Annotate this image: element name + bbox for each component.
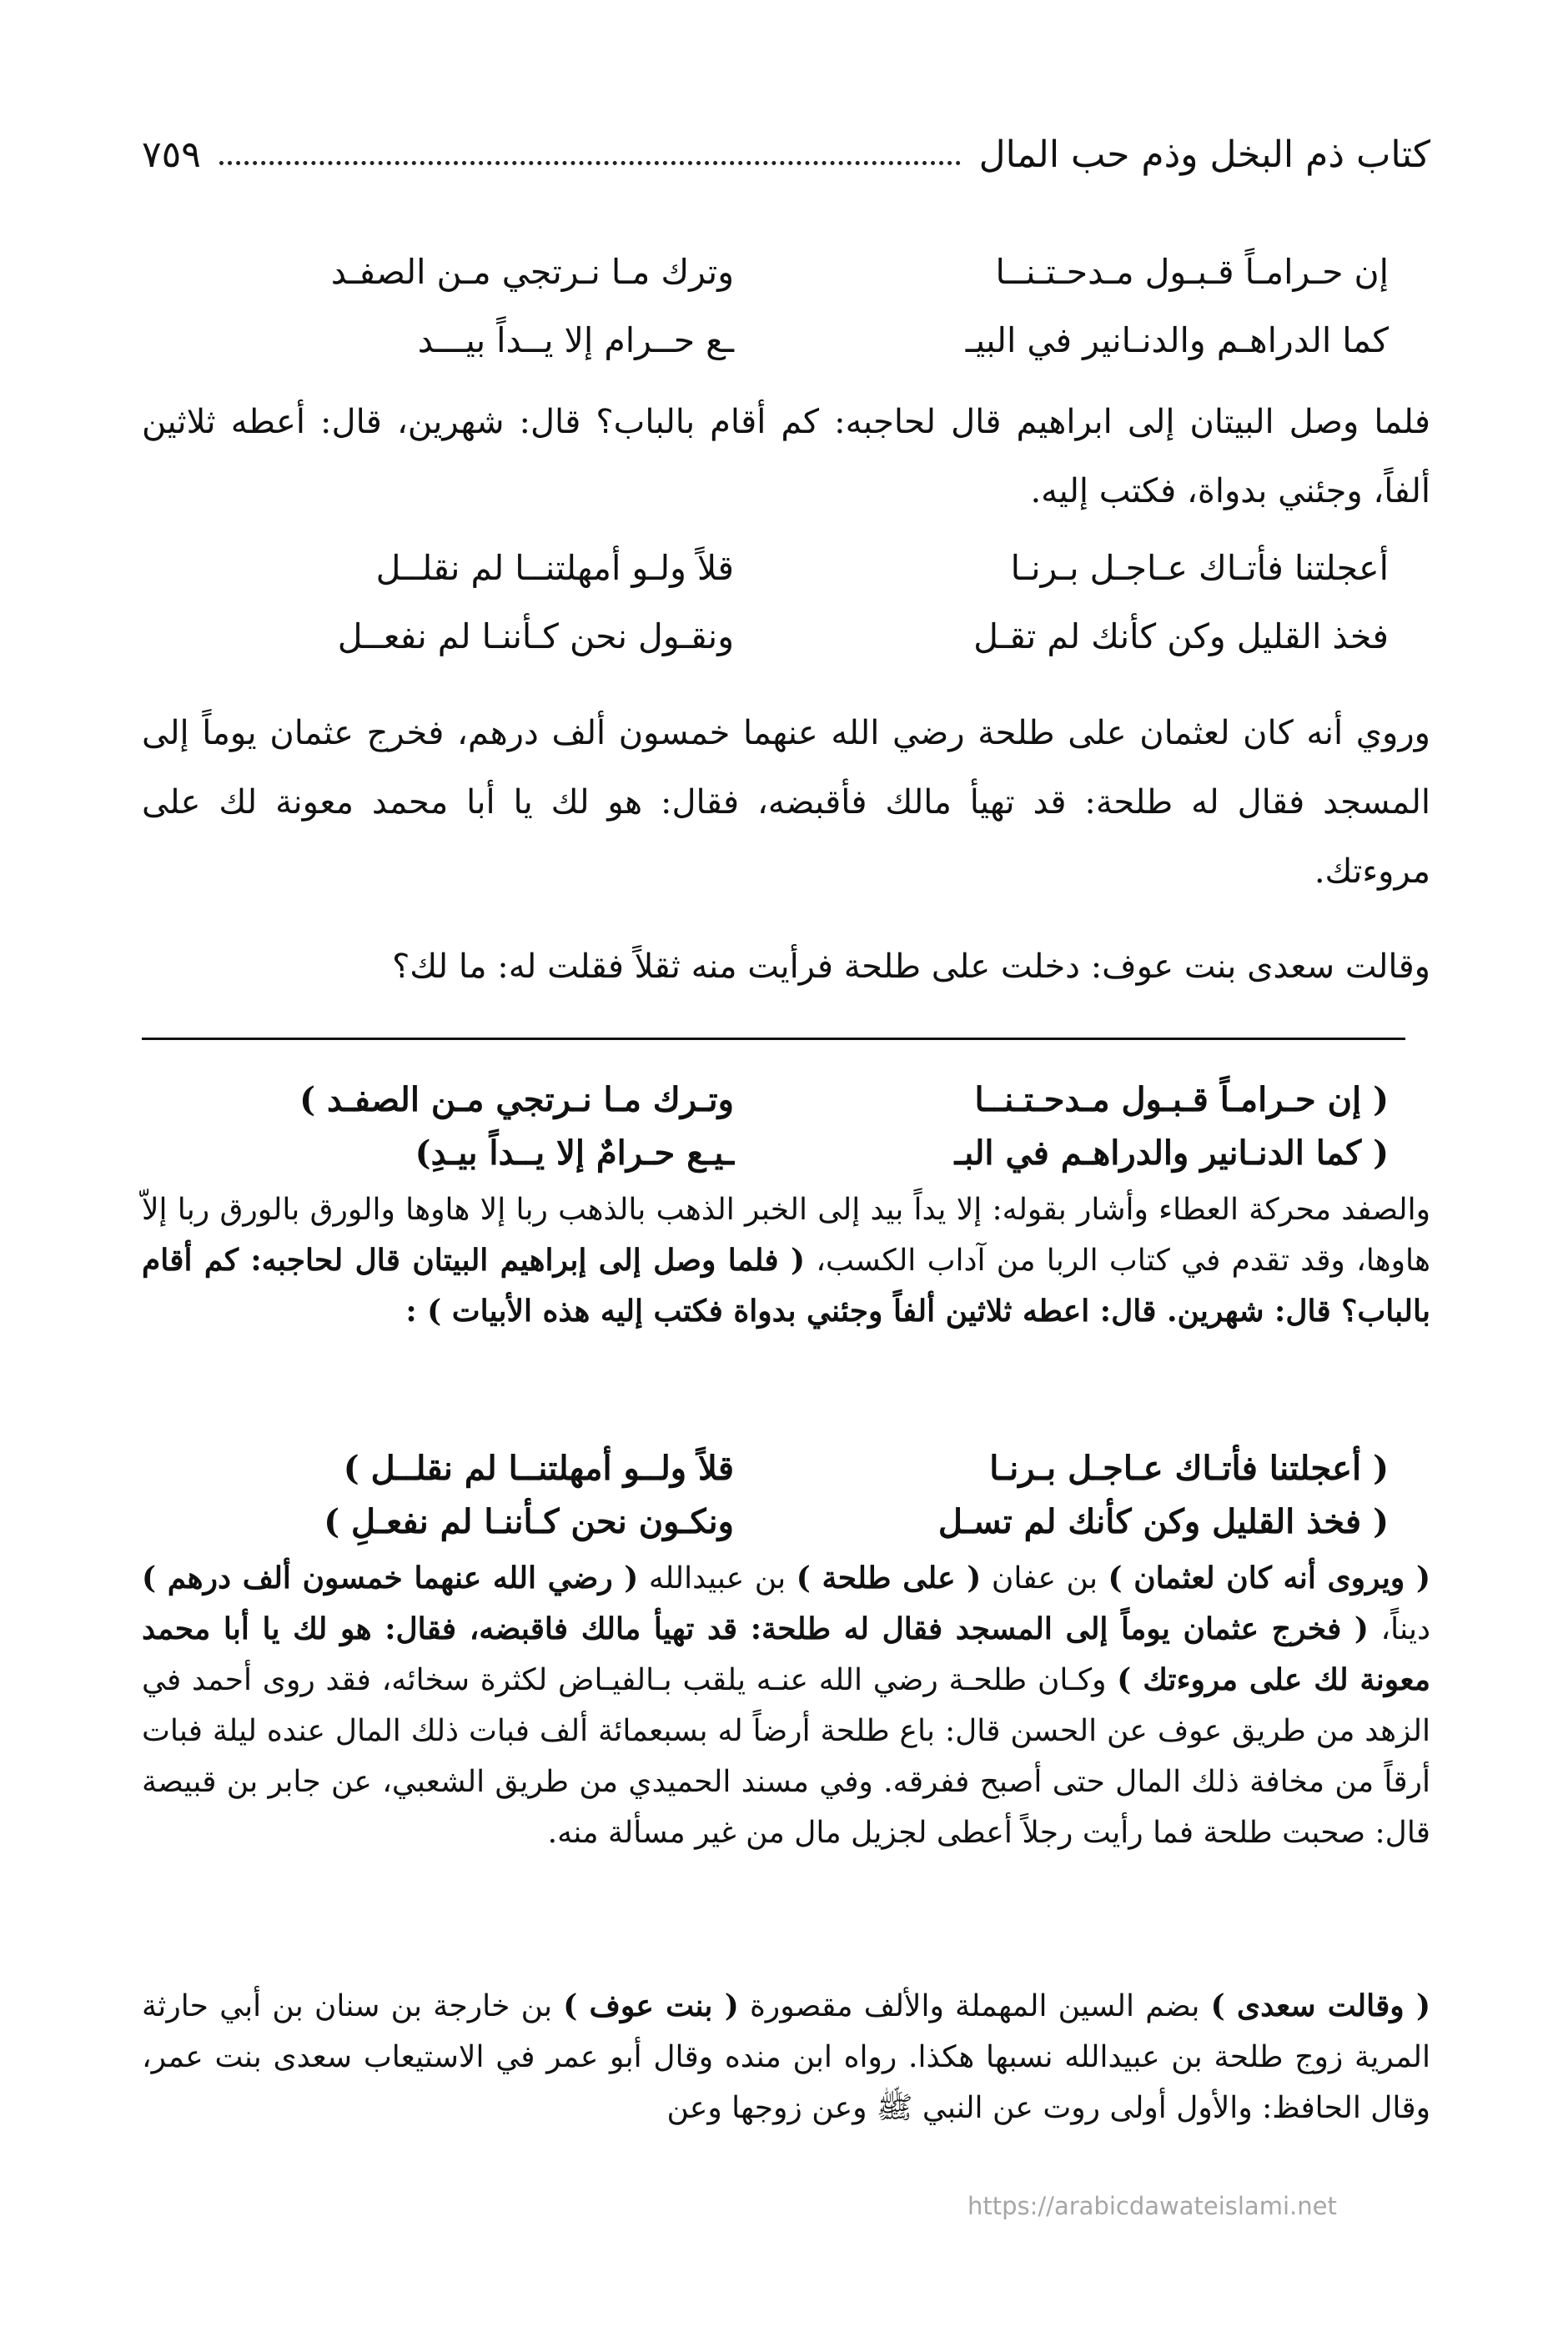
commentary-quoted-text: ( بنت عوف ) bbox=[563, 1988, 739, 2023]
verse-first-hemistich: فخذ القليل وكن كأنك لم تقـل bbox=[973, 616, 1389, 656]
commentary-quoted-text: ( رضي الله عنهما خمسون ألف درهم ) bbox=[142, 1561, 639, 1596]
commentary-text: بن خارجة بن سنان بن أبي حارثة المرية زوج طلحة بن عبيدالله نسبها هكذا. رواه ابن منده وقال أبو عمر في الاستيعاب سعدى بنت عمر، وقال الحافظ: والأول أولى روت عن النبي ﷺ وعن زوجها وعن bbox=[142, 1989, 1430, 2125]
commentary-paragraph-1 bbox=[142, 1184, 1430, 1337]
commentary-verses-2 bbox=[142, 1441, 1430, 1548]
verse-line bbox=[142, 602, 1430, 671]
verse-first-hemistich: ( أعجلتنا فأتـاك عـاجـل بـرنـا bbox=[989, 1448, 1389, 1488]
main-paragraph-1: فلما وصل البيتان إلى ابراهيم قال لحاجبه: كم أقام بالباب؟ قال: شهرين، قال: أعطه ثلاثين ألفاً، وجئني بدواة، فكتب إليه. bbox=[142, 403, 1430, 510]
commentary-text: والصفد محركة العطاء وأشار بقوله: إلا يداً بيد إلى الخبر الذهب بالذهب ربا إلا هاوها والورق بالورق ربا إلاّ هاوها، وقد تقدم في كتاب الربا من آداب الكسب، bbox=[142, 1193, 1430, 1278]
verse-first-hemistich: إن حـرامـاً قـبـول مـدحـتـنــا bbox=[995, 252, 1389, 292]
main-verses-2 bbox=[142, 534, 1430, 671]
main-paragraph-2: وروي أنه كان لعثمان على طلحة رضي الله عنهما خمسون ألف درهم، فخرج عثمان يوماً إلى المسجد فقال له طلحة: قد تهيأ مالك فأقبضه، فقال: هو لك يا أبا محمد معونة لك على مروءتك. bbox=[142, 714, 1430, 891]
commentary-text: ديناً، bbox=[1368, 1612, 1430, 1646]
verse-line bbox=[142, 1441, 1430, 1495]
commentary-quoted-text: ( على طلحة ) bbox=[796, 1561, 982, 1596]
commentary-text: بضم السين المهملة والألف مقصورة bbox=[738, 1989, 1211, 2023]
separator-rule bbox=[142, 1038, 1405, 1040]
commentary-quoted-text: ( فلما وصل إلى إبراهيم البيتان قال لحاجبه: كم أقام بالباب؟ قال: شهرين. قال: اعطه ثلاثين ألفاً وجئني بدواة فكتب إليه هذه الأبيات ) : bbox=[142, 1243, 1430, 1329]
running-header bbox=[142, 125, 1430, 183]
verse-second-hemistich: قلاً ولـو أمهلتنــا لم نقلــل bbox=[375, 548, 734, 588]
commentary-quoted-text: ( ويروى أنه كان لعثمان ) bbox=[1108, 1561, 1430, 1596]
watermark-url: https://arabicdawateislami.net bbox=[967, 2192, 1337, 2220]
verse-second-hemistich: ونكـون نحن كـأننـا لم نفعـلِ ) bbox=[324, 1501, 734, 1541]
commentary-paragraph-3 bbox=[142, 1981, 1430, 2133]
verse-line bbox=[142, 534, 1430, 602]
commentary-verses-1 bbox=[142, 1073, 1430, 1179]
verse-second-hemistich: وتـرك مـا نـرتجي مـن الصفـد ) bbox=[299, 1079, 734, 1119]
page-number: ٧٥٩ bbox=[142, 133, 201, 176]
commentary-paragraph-2 bbox=[142, 1553, 1430, 1858]
verse-first-hemistich: ( فخذ القليل وكن كأنك لم تسـل bbox=[937, 1501, 1389, 1541]
commentary-quoted-text: ( فخرج عثمان يوماً إلى المسجد فقال له طلحة: قد تهيأ مالك فاقبضه، فقال: هو لك يا أبا محمد معونة لك على مروءتك ) bbox=[142, 1611, 1431, 1697]
verse-line bbox=[142, 306, 1430, 374]
running-title: كتاب ذم البخل وذم حب المال bbox=[978, 133, 1430, 176]
verse-line bbox=[142, 238, 1430, 306]
main-paragraph-3: وقالت سعدى بنت عوف: دخلت على طلحة فرأيت منه ثقلاً فقلت له: ما لك؟ bbox=[392, 947, 1430, 986]
dotted-leader bbox=[219, 161, 961, 165]
verse-second-hemistich: ونقـول نحن كـأننـا لم نفعــل bbox=[337, 616, 734, 656]
verse-line bbox=[142, 1126, 1430, 1179]
verse-second-hemistich: ـع حــرام إلا يــداً بيـــد bbox=[417, 320, 734, 360]
verse-line bbox=[142, 1073, 1430, 1126]
commentary-quoted-text: ( وقالت سعدى ) bbox=[1210, 1988, 1431, 2023]
verse-first-hemistich: كما الدراهـم والدنـانير في البيـ bbox=[965, 320, 1389, 360]
verse-first-hemistich: ( إن حـرامـاً قـبـول مـدحـتـنــا bbox=[974, 1079, 1389, 1119]
verse-second-hemistich: ـيـع حـرامٌ إلا يــداً بيـدِ) bbox=[415, 1133, 734, 1173]
verse-first-hemistich: ( كما الدنـانير والدراهـم في البـ bbox=[954, 1133, 1389, 1173]
commentary-text: وكـان طلحـة رضي الله عنـه يلقب بـالفيـاض لكثرة سخائه، فقد روى أحمد في الزهد من طريق عوف عن الحسن قال: باع طلحة أرضاً له بسبعمائة ألف فبات ذلك المال عنده ليلة فبات أرقاً من مخافة ذلك المال حتى أصبح ففرقه. وفي مسند الحميدي من طريق الشعبي، عن جابر بن قبيصة قال: صحبت طلحة فما رأيت رجلاً أعطى لجزيل مال من غير مسألة منه. bbox=[142, 1663, 1430, 1850]
verse-second-hemistich: وترك مـا نـرتجي مـن الصفـد bbox=[330, 252, 734, 292]
commentary-text: بن عفان bbox=[981, 1561, 1108, 1596]
verse-line bbox=[142, 1495, 1430, 1548]
verse-first-hemistich: أعجلتنا فأتـاك عـاجـل بـرنـا bbox=[1010, 548, 1389, 588]
commentary-text: بن عبيدالله bbox=[638, 1561, 797, 1596]
verse-second-hemistich: قلاً ولــو أمهلتنــا لم نقلــل ) bbox=[343, 1448, 734, 1488]
main-verses-1 bbox=[142, 238, 1430, 374]
